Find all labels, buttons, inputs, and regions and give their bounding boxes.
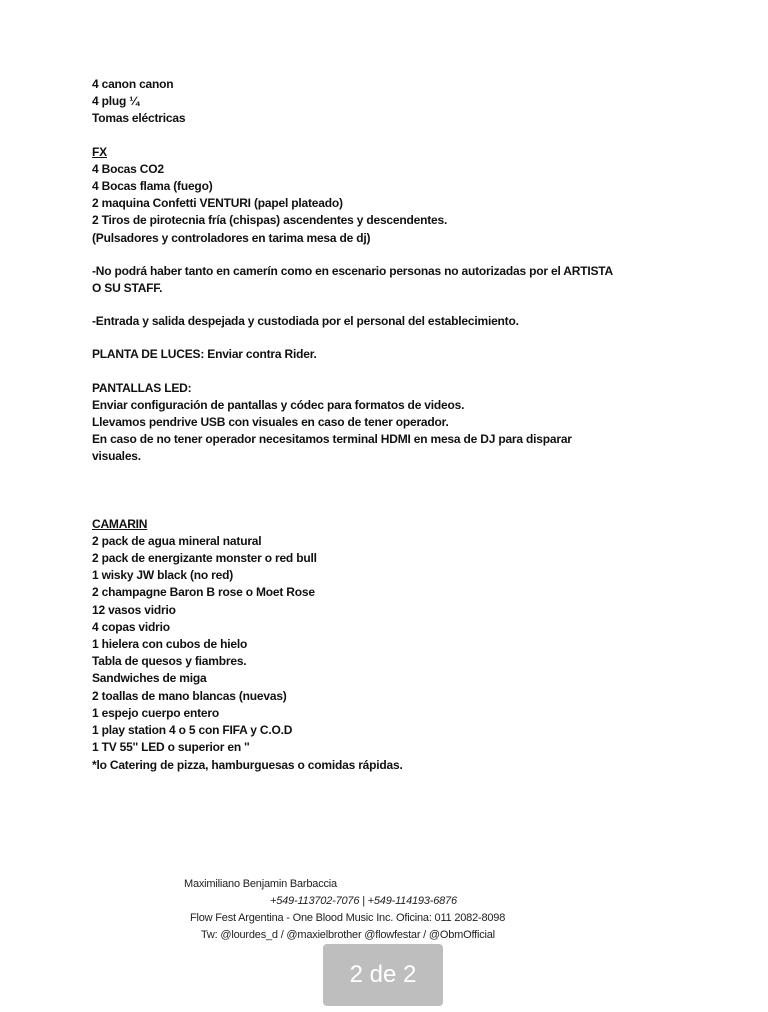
camarin-item: Sandwiches de miga <box>92 671 207 686</box>
camarin-item: Tabla de quesos y fiambres. <box>92 654 247 669</box>
pantallas-heading: PANTALLAS LED: <box>92 380 192 395</box>
pantallas-line: Enviar configuración de pantallas y códec para formatos de videos. <box>92 397 465 412</box>
camarin-item: *lo Catering de pizza, hamburguesas o comidas rápidas. <box>92 757 403 772</box>
page-indicator: 2 de 2 <box>323 944 443 1006</box>
staff-note: O SU STAFF. <box>92 281 163 296</box>
fx-heading: FX <box>92 144 107 159</box>
text-line: 4 canon canon <box>92 77 174 91</box>
planta-value: Enviar contra Rider. <box>204 347 317 362</box>
fx-item: 4 Bocas CO2 <box>92 161 164 176</box>
footer-name: Maximiliano Benjamin Barbaccia <box>184 878 337 890</box>
camarin-item: 1 wisky JW black (no red) <box>92 568 234 583</box>
camarin-item: 2 pack de energizante monster o red bull <box>92 551 317 566</box>
staff-note: -No podrá haber tanto en camerín como en escenario personas no autorizadas por el ARTISTA <box>92 263 613 278</box>
fx-item: 4 Bocas flama (fuego) <box>92 179 213 194</box>
camarin-item: 1 play station 4 o 5 con FIFA y C.O.D <box>92 723 293 738</box>
fx-item: 2 maquina Confetti VENTURI (papel plateado) <box>92 196 343 211</box>
document-footer <box>150 876 620 944</box>
camarin-item: 2 toallas de mano blancas (nuevas) <box>92 688 287 703</box>
pantallas-line: En caso de no tener operador necesitamos terminal HDMI en mesa de DJ para disparar <box>92 432 572 447</box>
planta-label: PLANTA DE LUCES: <box>92 347 205 362</box>
pantallas-line: visuales. <box>92 449 141 464</box>
pantallas-line: Llevamos pendrive USB con visuales en caso de tener operador. <box>92 415 449 430</box>
text-line: 4 plug ¼ <box>92 94 140 109</box>
camarin-item: 1 TV 55'' LED o superior en '' <box>92 740 250 755</box>
camarin-item: 2 pack de agua mineral natural <box>92 533 262 548</box>
footer-company: Flow Fest Argentina - One Blood Music Inc. Oficina: 011 2082-8098 <box>190 912 506 924</box>
fx-item: 2 Tiros de pirotecnia fría (chispas) ascendentes y descendentes. <box>92 213 448 228</box>
camarin-item: 1 hielera con cubos de hielo <box>92 637 248 652</box>
fx-item: (Pulsadores y controladores en tarima mesa de dj) <box>92 230 371 245</box>
camarin-item: 1 espejo cuerpo entero <box>92 705 219 720</box>
camarin-heading: CAMARIN <box>92 516 148 531</box>
document-body <box>92 76 712 774</box>
footer-social: Tw: @lourdes_d / @maxielbrother @flowfestar / @ObmOfficial <box>201 929 495 941</box>
camarin-item: 12 vasos vidrio <box>92 602 176 617</box>
text-line: Tomas eléctricas <box>92 111 186 126</box>
planta-line <box>92 346 712 363</box>
footer-phones: +549-113702-7076 | +549-114193-6876 <box>270 895 457 907</box>
entrance-note: -Entrada y salida despejada y custodiada por el personal del establecimiento. <box>92 314 519 329</box>
camarin-item: 2 champagne Baron B rose o Moet Rose <box>92 585 315 600</box>
camarin-item: 4 copas vidrio <box>92 619 170 634</box>
